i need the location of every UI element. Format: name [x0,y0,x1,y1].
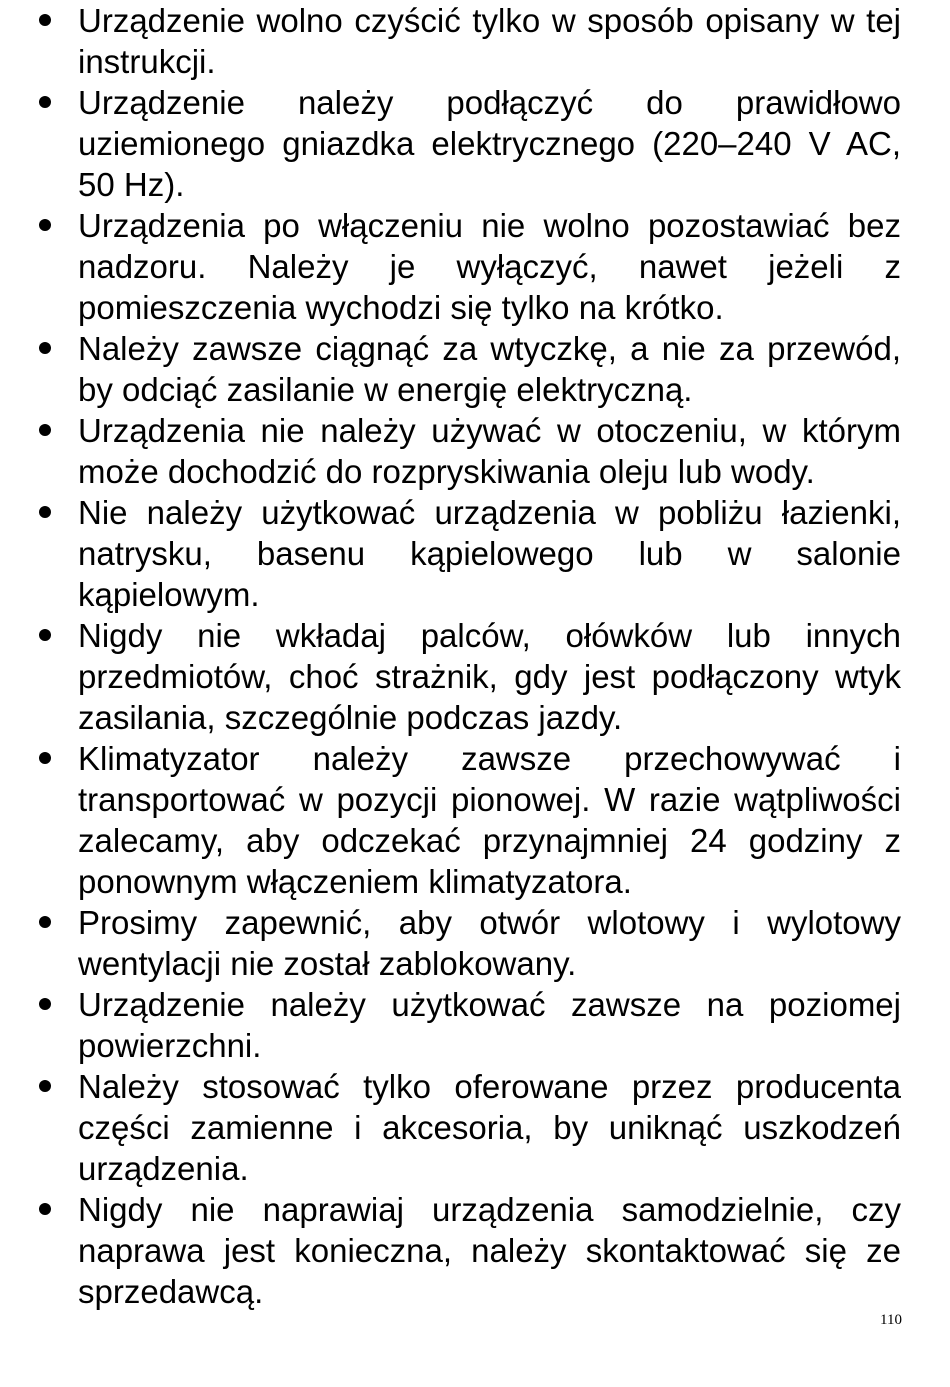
bullet-icon [39,342,51,354]
list-item [0,410,901,492]
page-number: 110 [880,1312,902,1328]
list-item [0,984,901,1066]
bullet-icon [39,219,51,231]
bullet-icon [39,629,51,641]
list-item [0,205,901,328]
list-item-text: Urządzenia nie należy używać w otoczeniu, w którym może dochodzić do rozpryskiwania oleju lub wody. [78,412,901,490]
list-item [0,82,901,205]
bullet-icon [39,1080,51,1092]
list-item [0,492,901,615]
list-item [0,328,901,410]
list-item-text: Należy stosować tylko oferowane przez producenta części zamienne i akcesoria, by uniknąć uszkodzeń urządzenia. [78,1068,901,1187]
list-item-text: Nigdy nie naprawiaj urządzenia samodzielnie, czy naprawa jest konieczna, należy skontaktować się ze sprzedawcą. [78,1191,901,1310]
list-item [0,902,901,984]
bullet-icon [39,506,51,518]
list-item-text: Urządzenie należy użytkować zawsze na poziomej powierzchni. [78,986,901,1064]
list-item [0,0,901,82]
list-item [0,738,901,902]
bullet-icon [39,752,51,764]
list-item-text: Urządzenie wolno czyścić tylko w sposób opisany w tej instrukcji. [78,2,901,80]
bullet-icon [39,96,51,108]
list-item-text: Klimatyzator należy zawsze przechowywać i transportować w pozycji pionowej. W razie wątpliwości zalecamy, aby odczekać przynajmniej 24 godziny z ponownym włączeniem klimatyzatora. [78,740,901,900]
list-item [0,1189,901,1312]
bullet-icon [39,14,51,26]
list-item-text: Urządzenia po włączeniu nie wolno pozostawiać bez nadzoru. Należy je wyłączyć, nawet jeżeli z pomieszczenia wychodzi się tylko na krótko. [78,207,901,326]
list-item-text: Nigdy nie wkładaj palców, ołówków lub innych przedmiotów, choć strażnik, gdy jest podłączony wtyk zasilania, szczególnie podczas jazdy. [78,617,901,736]
bullet-icon [39,916,51,928]
list-item-text: Prosimy zapewnić, aby otwór wlotowy i wylotowy wentylacji nie został zablokowany. [78,904,901,982]
bullet-icon [39,424,51,436]
list-item [0,1066,901,1189]
bullet-icon [39,998,51,1010]
list-item-text: Nie należy użytkować urządzenia w pobliżu łazienki, natrysku, basenu kąpielowego lub w salonie kąpielowym. [78,494,901,613]
list-item-text: Urządzenie należy podłączyć do prawidłowo uziemionego gniazdka elektrycznego (220–240 V AC, 50 Hz). [78,84,901,203]
list-item-text: Należy zawsze ciągnąć za wtyczkę, a nie za przewód, by odciąć zasilanie w energię elektryczną. [78,330,901,408]
list-item [0,615,901,738]
bullet-icon [39,1203,51,1215]
